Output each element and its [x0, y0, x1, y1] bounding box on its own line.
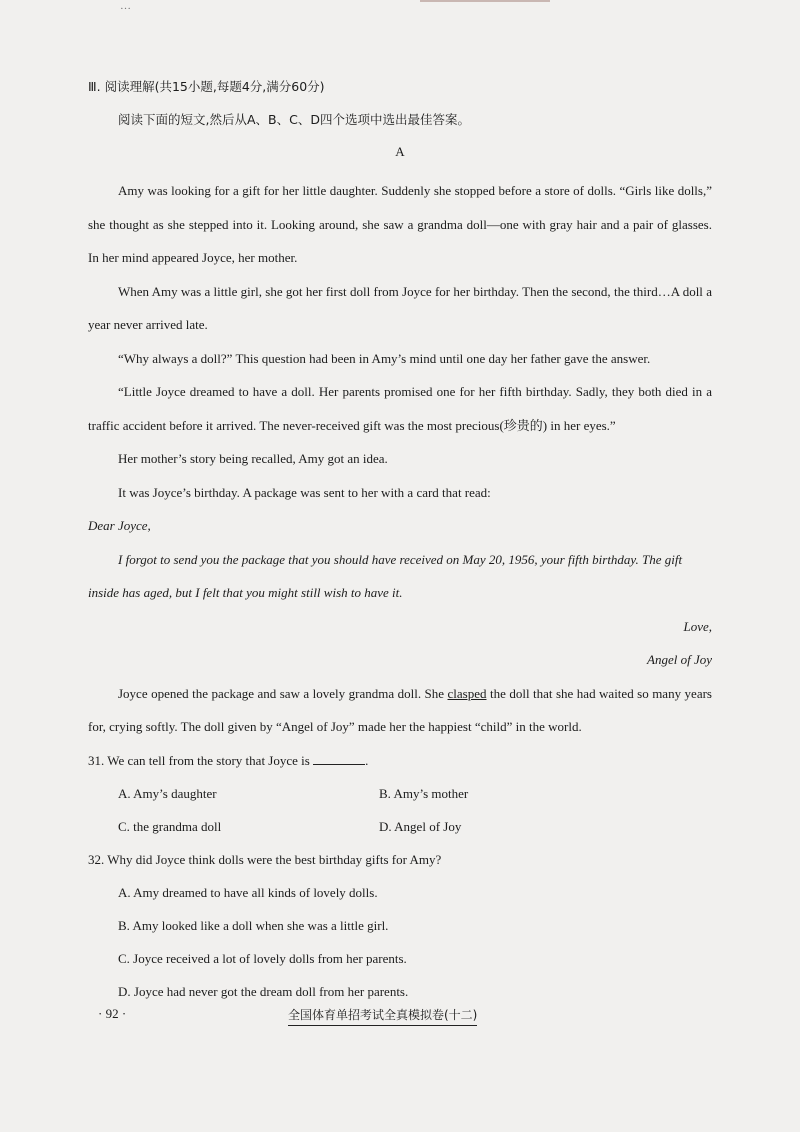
letter-signature: Angel of Joy	[647, 652, 712, 667]
letter-greeting: Dear Joyce,	[88, 518, 151, 533]
question-31-options-row-1	[88, 777, 712, 810]
page-number: · 92 ·	[98, 1006, 127, 1021]
header-decor-line	[420, 0, 550, 2]
passage-paragraph-4: “Little Joyce dreamed to have a doll. Her parents promised one for her fifth birthday. Sadly, they both died in a traffic accident before it arrived. The never-received gift was the most precious(珍贵的) in her eyes.”	[88, 384, 712, 433]
answer-blank	[313, 752, 365, 765]
page-footer	[88, 1006, 712, 1026]
passage-paragraph-1: Amy was looking for a gift for her little daughter. Suddenly she stopped before a store of dolls. “Girls like dolls,” she thought as she stepped into it. Looking around, she saw a grandma doll—one with gray hair and a pair of glasses. In her mind appeared Joyce, her mother.	[88, 183, 712, 265]
underlined-word: clasped	[447, 685, 487, 701]
passage-paragraph-3: “Why always a doll?” This question had been in Amy’s mind until one day her father gave the answer.	[118, 350, 651, 366]
question-31-options-row-2	[88, 810, 712, 843]
letter-body: I forgot to send you the package that you should have received on May 20, 1956, your fifth birthday. The gift inside has aged, but I felt that you might still wish to have it.	[88, 551, 683, 600]
question-31-option-b: B. Amy’s mother	[379, 785, 469, 801]
passage-label: A	[395, 144, 405, 159]
section-title: Ⅲ. 阅读理解(共15小题,每题4分,满分60分)	[88, 79, 325, 94]
header-mark: …	[120, 0, 131, 12]
section-instruction: 阅读下面的短文,然后从A、B、C、D四个选项中选出最佳答案。	[118, 112, 470, 127]
paragraph-7-text-start: Joyce opened the package and saw a lovely grandma doll. She	[118, 685, 448, 701]
question-32-option-a: A. Amy dreamed to have all kinds of lovely dolls.	[118, 884, 378, 900]
question-32-option-c: C. Joyce received a lot of lovely dolls from her parents.	[118, 950, 407, 966]
question-32-option-d: D. Joyce had never got the dream doll from her parents.	[118, 983, 409, 999]
passage-paragraph-5: Her mother’s story being recalled, Amy got an idea.	[118, 451, 388, 466]
question-32-option-b: B. Amy looked like a doll when she was a little girl.	[118, 917, 389, 933]
question-31-stem: 31. We can tell from the story that Joyce is	[88, 752, 314, 768]
book-title: 全国体育单招考试全真模拟卷(十二)	[288, 1006, 477, 1026]
paragraph-7-text-end: the doll that she had waited so many years for, crying softly. The doll given by “Angel of Joy” made her the happiest “child” in the world.	[88, 685, 712, 734]
question-32-stem: 32. Why did Joyce think dolls were the best birthday gifts for Amy?	[88, 851, 442, 867]
question-31-option-d: D. Angel of Joy	[379, 818, 462, 834]
passage-paragraph-2: When Amy was a little girl, she got her first doll from Joyce for her birthday. Then the second, the third…A doll a year never arrived late.	[88, 283, 712, 332]
question-31-option-c: C. the grandma doll	[118, 818, 222, 834]
passage-paragraph-7	[88, 677, 712, 744]
letter-closing: Love,	[683, 618, 712, 634]
question-31	[88, 744, 712, 777]
passage-paragraph-6: It was Joyce’s birthday. A package was sent to her with a card that read:	[118, 484, 491, 500]
question-31-option-a: A. Amy’s daughter	[118, 785, 217, 801]
question-31-stem-end: .	[365, 752, 369, 768]
page-content	[88, 77, 712, 1008]
